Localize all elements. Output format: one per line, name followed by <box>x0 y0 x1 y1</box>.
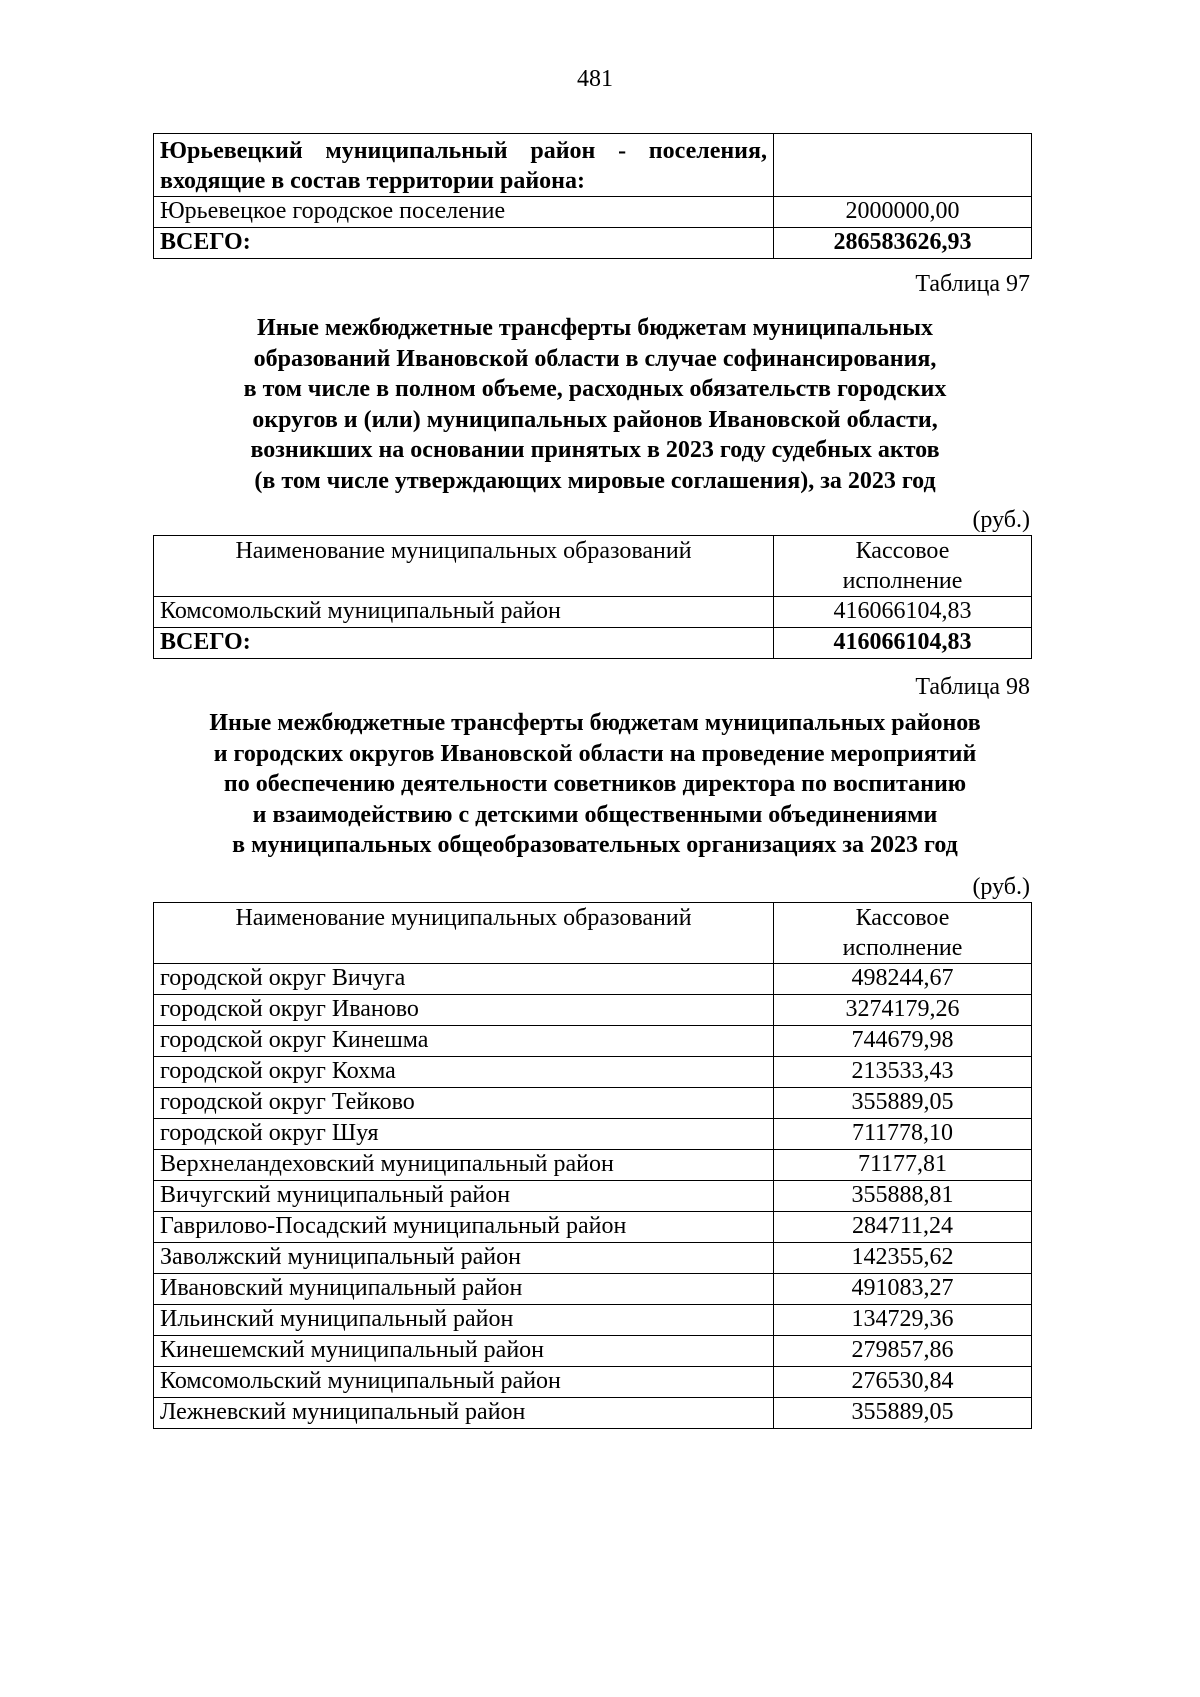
title-line: и взаимодействию с детскими общественными объединениями <box>252 801 938 828</box>
table-row <box>154 1057 1032 1088</box>
row-value: 355888,81 <box>774 1181 1032 1212</box>
header-value-line: Кассовое <box>855 538 950 564</box>
row-value: 491083,27 <box>774 1274 1032 1305</box>
page-number: 481 <box>577 66 613 92</box>
row-name: городской округ Иваново <box>154 995 774 1026</box>
table-row <box>154 1181 1032 1212</box>
table-97 <box>153 535 1032 659</box>
table-row <box>154 197 1032 228</box>
row-value: 279857,86 <box>774 1336 1032 1367</box>
table-row <box>154 964 1032 995</box>
table-row <box>154 1243 1032 1274</box>
table-row <box>154 1150 1032 1181</box>
table-row <box>154 1367 1032 1398</box>
row-value: 134729,36 <box>774 1305 1032 1336</box>
row-name: Кинешемский муниципальный район <box>154 1336 774 1367</box>
table-row <box>154 995 1032 1026</box>
table-98 <box>153 902 1032 1429</box>
row-value: 416066104,83 <box>774 597 1032 628</box>
row-name: городской округ Кинешма <box>154 1026 774 1057</box>
row-name: Комсомольский муниципальный район <box>154 597 774 628</box>
row-name: городской округ Тейково <box>154 1088 774 1119</box>
row-name: Комсомольский муниципальный район <box>154 1367 774 1398</box>
row-value: 71177,81 <box>774 1150 1032 1181</box>
table-row <box>154 1119 1032 1150</box>
row-value: 744679,98 <box>774 1026 1032 1057</box>
row-name: Заволжский муниципальный район <box>154 1243 774 1274</box>
table-97-title <box>0 313 1190 496</box>
row-name: Верхнеландеховский муниципальный район <box>154 1150 774 1181</box>
row-name: городской округ Шуя <box>154 1119 774 1150</box>
row-value: 355889,05 <box>774 1088 1032 1119</box>
row-name: Лежневский муниципальный район <box>154 1398 774 1429</box>
title-line: Иные межбюджетные трансферты бюджетам муниципальных районов <box>209 710 981 736</box>
title-line: (в том числе утверждающих мировые соглашения), за 2023 год <box>254 467 936 494</box>
table-row <box>154 134 1032 197</box>
table-98-unit: (руб.) <box>972 874 1030 900</box>
row-name: Вичугский муниципальный район <box>154 1181 774 1212</box>
title-line: округов и (или) муниципальных районов Ивановской области, <box>252 406 938 433</box>
title-line: Иные межбюджетные трансферты бюджетам муниципальных <box>257 315 933 341</box>
table-row <box>154 1398 1032 1429</box>
total-value: 416066104,83 <box>774 628 1032 659</box>
row-value: 142355,62 <box>774 1243 1032 1274</box>
header-name: Наименование муниципальных образований <box>154 903 774 964</box>
row-value: 498244,67 <box>774 964 1032 995</box>
table-row <box>154 597 1032 628</box>
title-line: и городских округов Ивановской области на проведение мероприятий <box>213 740 977 767</box>
section-header-cell <box>154 134 774 197</box>
row-name: городской округ Вичуга <box>154 964 774 995</box>
row-name: Гаврилово-Посадский муниципальный район <box>154 1212 774 1243</box>
title-line: в муниципальных общеобразовательных организациях за 2023 год <box>232 832 958 858</box>
row-value: 3274179,26 <box>774 995 1032 1026</box>
header-value-line: Кассовое <box>855 905 950 931</box>
row-value: 355889,05 <box>774 1398 1032 1429</box>
row-value: 284711,24 <box>774 1212 1032 1243</box>
total-label: ВСЕГО: <box>154 628 774 659</box>
title-line: в том числе в полном объеме, расходных обязательств городских <box>243 376 947 402</box>
header-row <box>154 903 1032 964</box>
row-name: Ильинский муниципальный район <box>154 1305 774 1336</box>
header-value-line: исполнение <box>842 568 963 594</box>
row-value: 2000000,00 <box>774 197 1032 228</box>
title-line: возникших на основании принятых в 2023 году судебных актов <box>250 437 940 463</box>
header-value <box>774 536 1032 597</box>
table-98-title <box>0 708 1190 861</box>
table-row <box>154 1026 1032 1057</box>
table-row <box>154 1274 1032 1305</box>
total-row <box>154 228 1032 259</box>
table-97-unit: (руб.) <box>972 507 1030 533</box>
header-row <box>154 536 1032 597</box>
title-line: образований Ивановской области в случае софинансирования, <box>253 345 937 372</box>
table-97-caption: Таблица 97 <box>915 271 1030 297</box>
row-name: городской округ Кохма <box>154 1057 774 1088</box>
row-value: 276530,84 <box>774 1367 1032 1398</box>
section-header-line: входящие в состав территории района: <box>160 168 585 194</box>
row-value: 711778,10 <box>774 1119 1032 1150</box>
header-name: Наименование муниципальных образований <box>154 536 774 597</box>
row-name: Ивановский муниципальный район <box>154 1274 774 1305</box>
table-row <box>154 1305 1032 1336</box>
total-row <box>154 628 1032 659</box>
empty-cell <box>774 134 1032 197</box>
table-row <box>154 1336 1032 1367</box>
header-value <box>774 903 1032 964</box>
table-top <box>153 133 1032 259</box>
row-value: 213533,43 <box>774 1057 1032 1088</box>
row-name: Юрьевецкое городское поселение <box>154 197 774 228</box>
header-value-line: исполнение <box>842 935 963 961</box>
total-value: 286583626,93 <box>774 228 1032 259</box>
section-header-line: Юрьевецкий муниципальный район - поселения, <box>160 138 767 164</box>
title-line: по обеспечению деятельности советников директора по воспитанию <box>223 771 967 797</box>
table-98-caption: Таблица 98 <box>915 674 1030 700</box>
table-row <box>154 1088 1032 1119</box>
total-label: ВСЕГО: <box>154 228 774 259</box>
table-row <box>154 1212 1032 1243</box>
